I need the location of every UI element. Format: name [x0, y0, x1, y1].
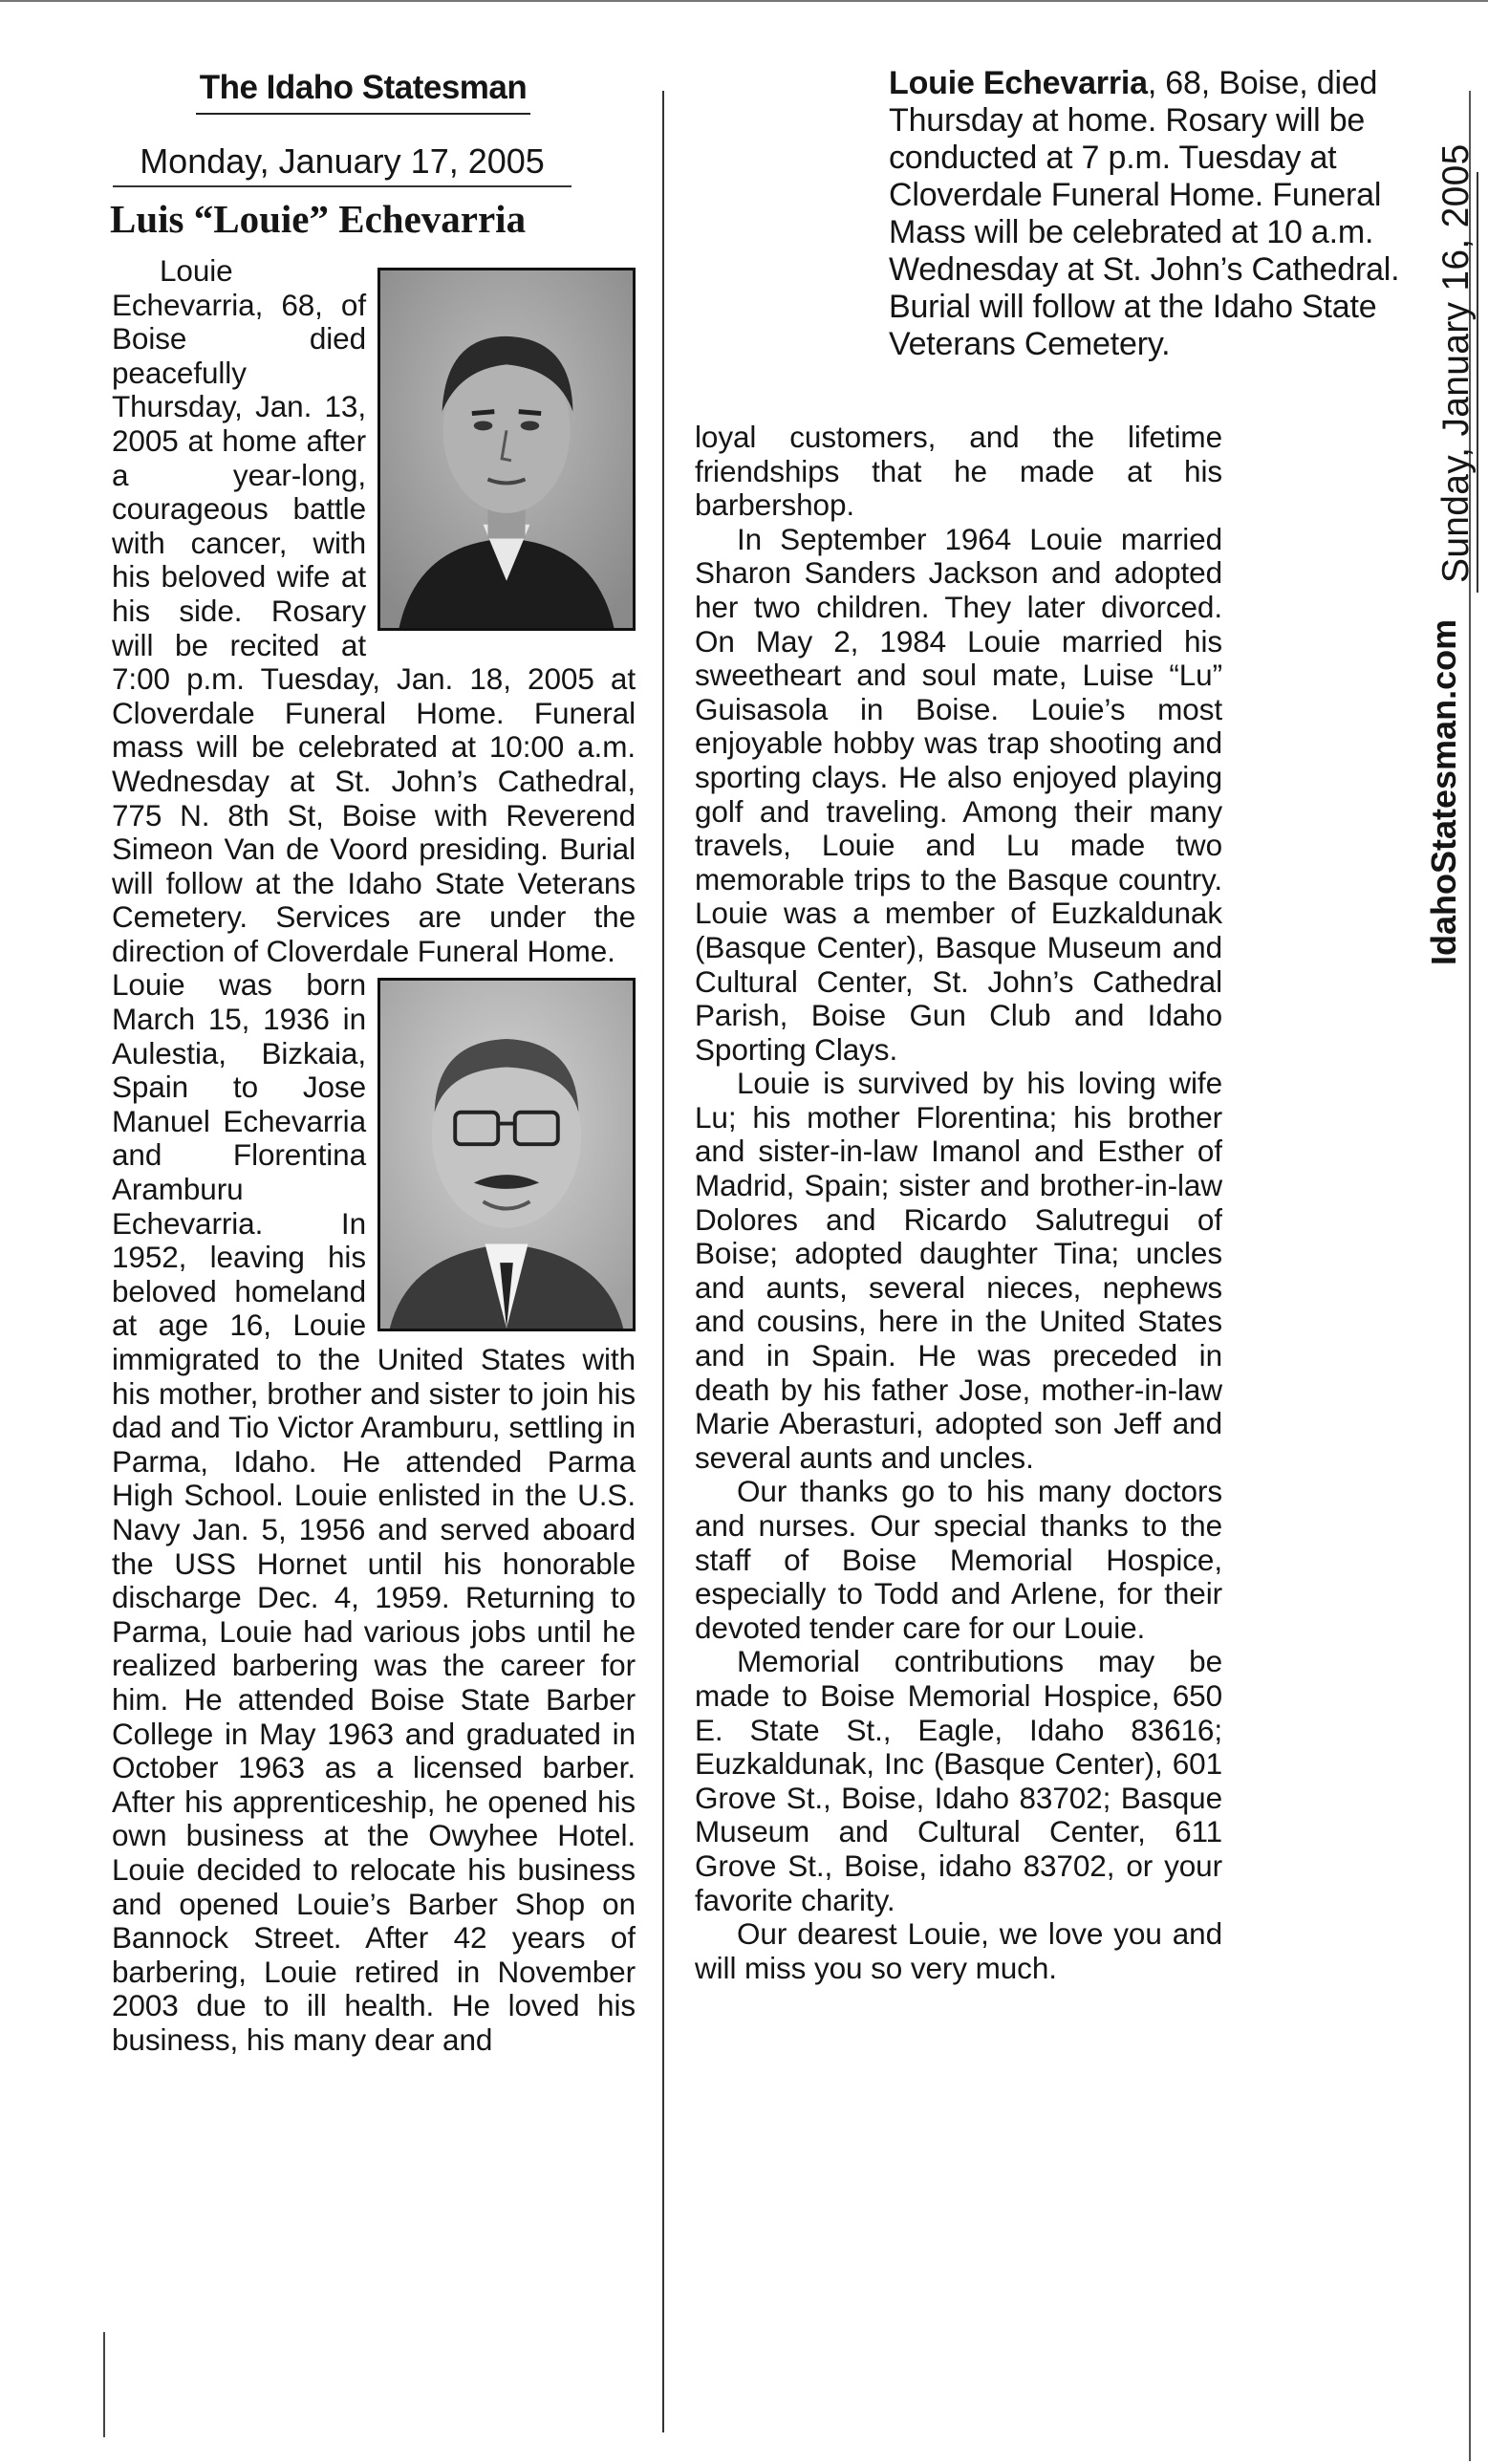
obituary-paragraph: Louie Echevarria, 68, of Boise died peacefully Thursday, Jan. 13, 2005 at home after a year-long, courageous battle with cancer, with his beloved wife at his side. Rosary will be recited at 7:00 p.m. Tuesday, Jan. 18, 2005 at Cloverdale Funeral Home. Funeral mass will be celebrated at 10:00 a.m. Wednesday at St. John’s Cathedral, 775 N. 8th St, Boise with Reverend Simeon Van de Voord presiding. Burial will follow at the Idaho State Veterans Cemetery. Services are under the direction of Cloverdale Funeral Home.	[112, 254, 636, 968]
death-notice	[889, 65, 1405, 363]
sidebar-date: Sunday, January 16, 2005	[1435, 143, 1477, 583]
left-margin-rule	[103, 2332, 105, 2437]
notice-name: Louie Echevarria	[889, 65, 1148, 101]
notice-text: , 68, Boise, died Thursday at home. Rosary will be conducted at 7 p.m. Tuesday at Cloverdale Funeral Home. Funeral Mass will be celebrated at 10 a.m. Wednesday at St. John’s Cathedral. Burial will follow at the Idaho State Veterans Cemetery.	[889, 65, 1400, 362]
obituary-paragraph: Our thanks go to his many doctors and nurses. Our special thanks to the staff of Boise Memorial Hospice, especially to Todd and Arlene, for their devoted tender care for our Louie.	[695, 1474, 1222, 1645]
obituary-paragraph: Louie was born March 15, 1936 in Aulestia, Bizkaia, Spain to Jose Manuel Echevarria and Florentina Aramburu Echevarria. In 1952, leaving his beloved homeland at age 16, Louie immigrated to the United States with his mother, brother and sister to join his dad and Tio Victor Aramburu, settling in Parma, Idaho. He attended Parma High School. Louie enlisted in the U.S. Navy Jan. 5, 1956 and served aboard the USS Hornet until his honorable discharge Dec. 4, 1959. Returning to Parma, Louie had various jobs until he realized barbering was the career for him. He attended Boise State Barber College in May 1963 and graduated in October 1963 as a licensed barber. After his apprenticeship, he opened his own business at the Owyhee Hotel. Louie decided to relocate his business and opened Louie’s Barber Shop on Bannock Street. After 42 years of barbering, Louie retired in November 2003 due to ill health. He loved his business, his many dear and	[112, 967, 636, 2057]
sidebar-website: IdahoStatesman.com	[1424, 618, 1463, 965]
older-man-portrait-icon	[380, 981, 633, 1329]
young-man-portrait-icon	[380, 270, 633, 628]
column-divider	[662, 91, 664, 2432]
right-column	[695, 421, 1222, 2332]
masthead: The Idaho Statesman	[196, 69, 530, 115]
obituary-paragraph: Our dearest Louie, we love you and will miss you so very much.	[695, 1916, 1222, 1985]
sidebar-date-underline	[1477, 172, 1478, 593]
obituary-paragraph: loyal customers, and the lifetime friendships that he made at his barbershop.	[695, 421, 1222, 523]
obituary-headline: Luis “Louie” Echevarria	[110, 197, 527, 241]
portrait-photo-older	[377, 978, 636, 1331]
top-border	[0, 0, 1488, 2]
portrait-photo-young	[377, 268, 636, 631]
obituary-paragraph: In September 1964 Louie married Sharon Sanders Jackson and adopted her two children. They later divorced. On May 2, 1984 Louie married his sweetheart and soul mate, Luise “Lu” Guisasola in Boise. Louie’s most enjoyable hobby was trap shooting and sporting clays. He also enjoyed playing golf and traveling. Among their many travels, Louie and Lu made two memorable trips to the Basque country. Louie was a member of Euzkaldunak (Basque Center), Basque Museum and Cultural Center, St. John’s Cathedral Parish, Boise Gun Club and Idaho Sporting Clays.	[695, 521, 1222, 1067]
obituary-paragraph: Louie is survived by his loving wife Lu; his mother Florentina; his brother and sister-in-law Imanol and Esther of Madrid, Spain; sister and brother-in-law Dolores and Ricardo Salutregui of Boise; adopted daughter Tina; uncles and aunts, several nieces, nephews and cousins, here in the United States and in Spain. He was preceded in death by his father Jose, mother-in-law Marie Aberasturi, adopted son Jeff and several aunts and uncles.	[695, 1066, 1222, 1475]
publication-date: Monday, January 17, 2005	[113, 141, 571, 187]
left-column	[112, 254, 636, 2334]
obituary-paragraph: Memorial contributions may be made to Boise Memorial Hospice, 650 E. State St., Eagle, Idaho 83616; Euzkaldunak, Inc (Basque Center), 601 Grove St., Boise, Idaho 83702; Basque Museum and Cultural Center, 611 Grove St., Boise, idaho 83702, or your favorite charity.	[695, 1644, 1222, 1917]
